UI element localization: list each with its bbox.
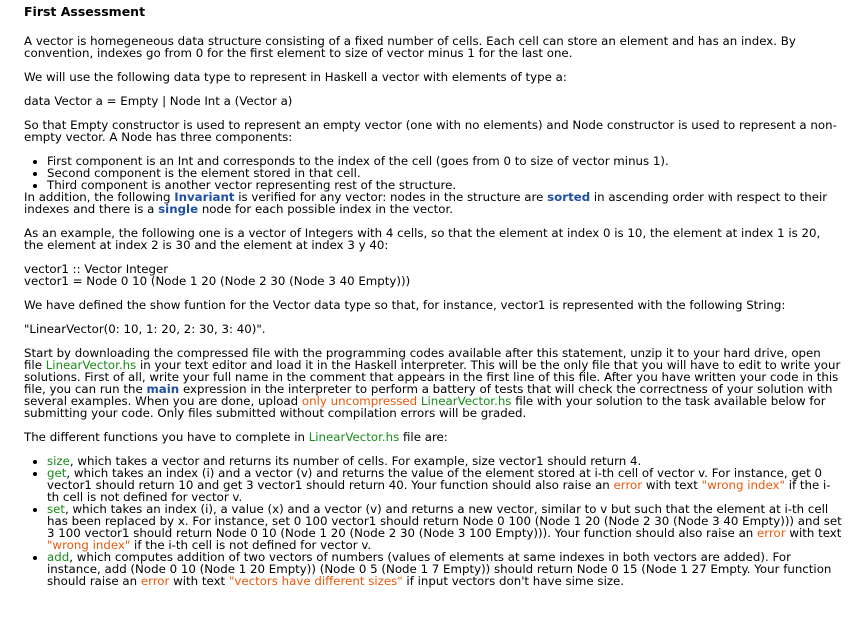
- sorted-keyword: sorted: [547, 190, 591, 204]
- example-code: [24, 263, 842, 287]
- list-item: • Second component is the element stored in that cell.: [47, 167, 842, 179]
- example-paragraph: As an example, the following one is a vector of Integers with 4 cells, so that the element at index 0 is 10, the element at index 1 is 20, the element at index 2 is 30 and the element at index 3 y 40:: [24, 226, 821, 252]
- invariant-paragraph: In addition, the following Invariant is verified for any vector: nodes in the structure are sorted in ascending order with respect to their indexes and there is a single node for each possible index in the vector.: [24, 190, 828, 216]
- function-name: add: [47, 550, 70, 564]
- only-uncompressed-note: only uncompressed: [301, 394, 418, 408]
- components-list: [24, 155, 842, 191]
- function-set-item: • set, which takes an index (i), a value (x) and a vector (v) and returns a new vector, similar to v but such that the element at i-th cell has been replaced by x. For instance, set 0 100 vector1 should return Node 0 100 (Node 1 20 (Node 2 30 (Node 3 40 Empty))) and set 3 100 vector1 should return Node 0 10 (Node 1 20 (Node 2 30 (Node 3 100 Empty))). Your function should also raise an error with text "wrong index" if the i-th cell is not defined for vector v.: [47, 503, 842, 551]
- file-link[interactable]: LinearVector.hs: [308, 430, 400, 444]
- function-add-item: • add, which computes addition of two vectors of numbers (values of elements at same indexes in both vectors are added). For instance, add (Node 0 10 (Node 1 20 Empty)) (Node 0 5 (Node 1 7 Empty)) should return Node 0 15 (Node 1 27 Empty. Your function should raise an error with text "vectors have different sizes" if input vectors don't have sime size.: [47, 551, 842, 587]
- function-name: set: [47, 502, 66, 516]
- show-string: "LinearVector(0: 10, 1: 20, 2: 30, 3: 40)".: [24, 322, 266, 336]
- invariant-keyword: Invariant: [174, 190, 235, 204]
- file-link[interactable]: LinearVector.hs: [420, 394, 512, 408]
- error-message: "vectors have different sizes": [228, 574, 403, 588]
- file-link[interactable]: LinearVector.hs: [45, 358, 137, 372]
- function-name: get: [47, 466, 67, 480]
- function-name: size: [47, 454, 70, 468]
- data-declaration: data Vector a = Empty | Node Int a (Vector a): [24, 94, 293, 108]
- functions-list: [24, 455, 842, 587]
- list-item: • Third component is another vector representing rest of the structure.: [47, 179, 842, 191]
- code-line: vector1 = Node 0 10 (Node 1 20 (Node 2 30 (Node 3 40 Empty))): [24, 274, 411, 288]
- function-get-item: • get, which takes an index (i) and a vector (v) and returns the value of the element stored at i-th cell of vector v. For instance, get 0 vector1 should return 10 and get 3 vector1 should return 40. Your function should also raise an error with text "wrong index" if the i-th cell is not defined for vector v.: [47, 467, 842, 503]
- instructions-paragraph: Start by downloading the compressed file with the programming codes available after this statement, unzip it to your hard drive, open file LinearVector.hs in your text editor and load it in the Haskell interpreter. This will be the only file that you will have to edit to write your solutions. First of all, write your full name in the comment that appears in the first line of this file. After you have written your code in this file, you can run the main expression in the interpreter to perform a battery of tests that will check the correctness of your solution with several examples. When you are done, upload only uncompressed LinearVector.hs file with your solution to the task available below for submitting your code. Only files submitted without compilation errors will be graded.: [24, 346, 841, 420]
- error-keyword: error: [140, 574, 170, 588]
- constructors-paragraph: So that Empty constructor is used to represent an empty vector (one with no elements) and Node constructor is used to represent a non-empty vector. A Node has three components:: [24, 118, 837, 144]
- page-title: First Assessment: [24, 4, 146, 19]
- error-message: "wrong index": [701, 478, 785, 492]
- error-message: "wrong index": [47, 538, 131, 552]
- functions-intro: The different functions you have to complete in LinearVector.hs file are:: [24, 430, 448, 444]
- error-keyword: error: [613, 478, 643, 492]
- intro-paragraph: A vector is homegeneous data structure consisting of a fixed number of cells. Each cell can store an element and has an index. By convention, indexes go from 0 for the first element to size of vector minus 1 for the last one.: [24, 34, 796, 60]
- list-item: • First component is an Int and corresponds to the index of the cell (goes from 0 to size of vector minus 1).: [47, 155, 842, 167]
- show-paragraph: We have defined the show funtion for the Vector data type so that, for instance, vector1 is represented with the following String:: [24, 298, 786, 312]
- error-keyword: error: [757, 526, 786, 540]
- single-keyword: single: [158, 202, 199, 216]
- main-keyword: main: [146, 382, 180, 396]
- code-line: vector1 :: Vector Integer: [24, 262, 169, 276]
- datatype-intro: We will use the following data type to represent in Haskell a vector with elements of type a:: [24, 70, 567, 84]
- function-size-item: • size, which takes a vector and returns its number of cells. For example, size vector1 should return 4.: [47, 455, 842, 467]
